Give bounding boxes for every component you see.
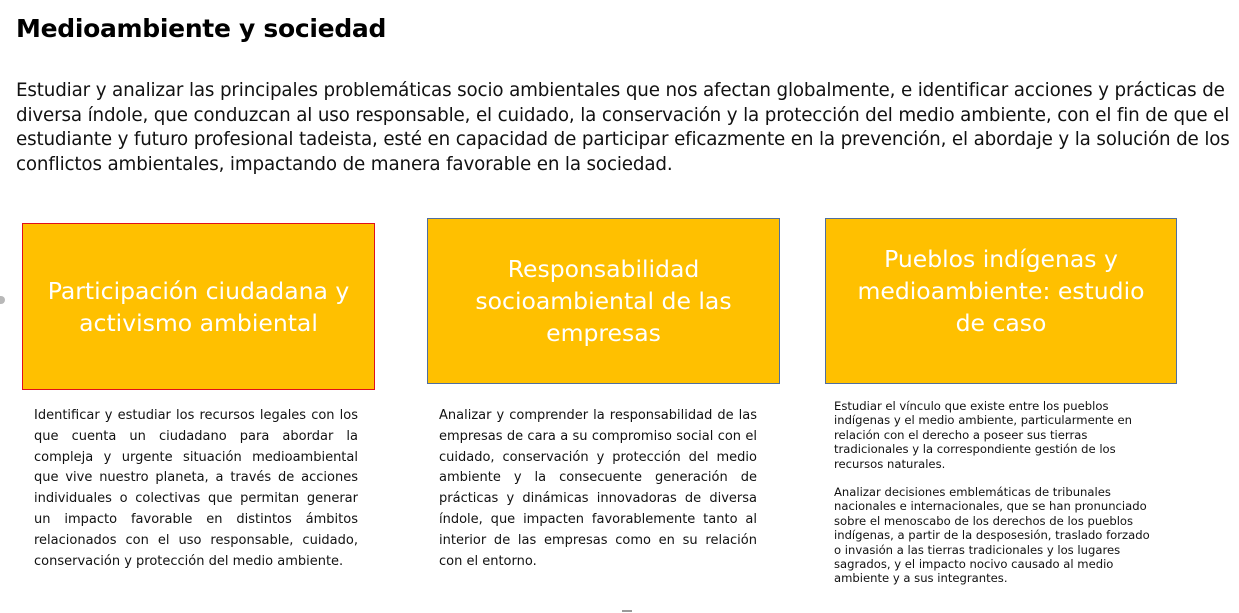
module-title: Pueblos indígenas y medioambiente: estudio de caso (857, 245, 1145, 337)
page-title: Medioambiente y sociedad (16, 14, 387, 43)
module-description-pueblos-indigenas (834, 399, 1154, 600)
slide-bottom-marker (622, 610, 632, 612)
intro-paragraph: Estudiar y analizar las principales problemáticas socio ambientales que nos afectan globalmente, e identificar acciones y prácticas de diversa índole, que conduzcan al uso responsable, el cuidado, la conservación y la protección del medio ambiente, con el fin de que el estudiante y futuro profesional tadeista, esté en capacidad de participar eficazmente en la prevención, el abordaje y la solución de los conflictos ambientales, impactando de manera favorable en la sociedad. (16, 80, 1230, 175)
description-paragraph: Estudiar el vínculo que existe entre los pueblos indígenas y el medio ambiente, particularmente en relación con el derecho a poseer sus tierras tradicionales y la correspondiente gestión de los recursos naturales. (834, 399, 1132, 471)
module-title: Responsabilidad socioambiental de las empresas (475, 255, 732, 347)
module-title: Participación ciudadana y activismo ambiental (47, 276, 350, 337)
module-box-responsabilidad (427, 218, 780, 384)
module-description-responsabilidad: Analizar y comprender la responsabilidad de las empresas de cara a su compromiso social con el cuidado, conservación y protección del medio ambiente y la consecuente generación de prácticas y dinámicas innovadoras de diversa índole, que impacten favorablemente tanto al interior de las empresas como en su relación con el entorno. (439, 408, 757, 569)
slide-edge-marker (0, 296, 5, 304)
module-box-pueblos-indigenas (825, 218, 1177, 384)
module-box-participacion (22, 223, 375, 390)
module-description-participacion: Identificar y estudiar los recursos legales con los que cuenta un ciudadano para abordar la compleja y urgente situación medioambiental que vive nuestro planeta, a través de acciones individuales o colectivas que permitan generar un impacto favorable en distintos ámbitos relacionados con el uso responsable, cuidado, conservación y protección del medio ambiente. (34, 408, 358, 569)
description-paragraph: Analizar decisiones emblemáticas de tribunales nacionales e internacionales, que se han pronunciado sobre el menoscabo de los derechos de los pueblos indígenas, a partir de la desposesión, traslado forzado o invasión a las tierras tradicionales y los lugares sagrados, y el impacto nocivo causado al medio ambiente y a sus integrantes. (834, 485, 1150, 586)
